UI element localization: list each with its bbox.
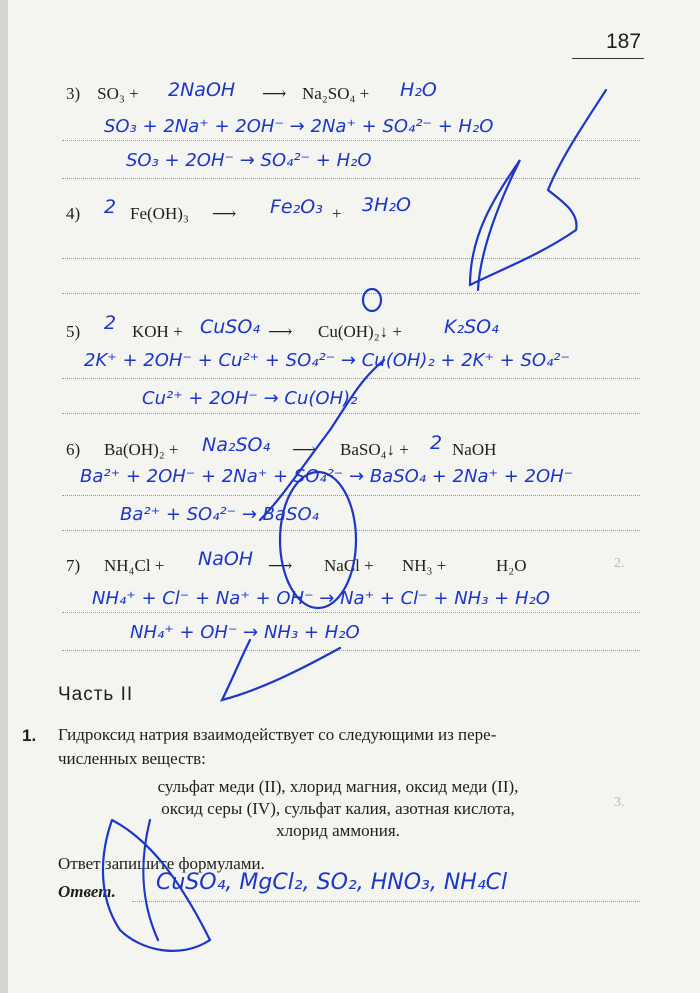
substance-line: хлорид аммония. xyxy=(276,821,400,840)
page-number: 187 xyxy=(606,30,642,53)
handwritten-reagent: CuSO₄ xyxy=(200,316,260,338)
handwritten-reagent: 2NaOH xyxy=(168,79,236,101)
page-number-rule xyxy=(572,58,644,59)
equation-4-number: 4) xyxy=(66,204,81,223)
ruled-line xyxy=(62,178,640,179)
ionic-short-equation: NH₄⁺ + OH⁻ → NH₃ + H₂O xyxy=(130,622,360,643)
ruled-line xyxy=(62,378,640,379)
substance-line: оксид серы (IV), сульфат калия, азотная кислота, xyxy=(161,799,515,818)
handwritten-coefficient: 2 xyxy=(104,312,117,334)
instruction: Ответ запишите формулами. xyxy=(58,854,265,873)
handwritten-coefficient: 2 xyxy=(430,432,443,454)
handwritten-product: Fe₂O₃ xyxy=(270,196,323,218)
reactant: NH₄Cl + xyxy=(104,556,165,575)
ruled-line xyxy=(62,258,640,259)
task-text xyxy=(58,723,648,771)
section-title: Часть II xyxy=(58,684,134,705)
product: Cu(OH)₂↓ + xyxy=(318,322,402,341)
ionic-full-equation: 2K⁺ + 2OH⁻ + Cu²⁺ + SO₄²⁻ → Cu(OH)₂ + 2K⁺ + SO₄²⁻ xyxy=(84,350,571,371)
arrow: ⟶ xyxy=(212,204,237,223)
substance-list xyxy=(98,776,578,842)
equation-5-number: 5) xyxy=(66,322,81,341)
ruled-line xyxy=(62,293,640,294)
ruled-line xyxy=(62,495,640,496)
equation-number: 3) xyxy=(66,84,81,103)
ruled-line xyxy=(62,612,640,613)
task-text-line: Гидроксид натрия взаимодействует со следующими из пере- xyxy=(58,725,497,744)
scribble-stroke xyxy=(222,640,340,700)
handwritten-reagent: Na₂SO₄ xyxy=(202,434,271,456)
handwritten-product: K₂SO₄ xyxy=(444,316,499,338)
reactant: SO₃ + xyxy=(97,84,139,103)
substance-line: сульфат меди (II), хлорид магния, оксид меди (II), xyxy=(157,777,519,796)
handwritten-reagent: NaOH xyxy=(198,548,254,570)
arrow: ⟶ xyxy=(262,84,287,103)
ionic-short-equation: SO₃ + 2OH⁻ → SO₄²⁻ + H₂O xyxy=(126,150,372,171)
handwritten-coefficient: 2 xyxy=(104,196,117,218)
ionic-full-equation: Ba²⁺ + 2OH⁻ + 2Na⁺ + SO₄²⁻ → BaSO₄ + 2Na⁺ + 2OH⁻ xyxy=(80,466,574,487)
scribble-stroke xyxy=(470,160,520,290)
ionic-full-equation: NH₄⁺ + Cl⁻ + Na⁺ + OH⁻ → Na⁺ + Cl⁻ + NH₃ + H₂O xyxy=(92,588,550,609)
page-edge-shadow xyxy=(0,0,8,993)
task-text-line: численных веществ: xyxy=(58,749,206,768)
bleed-number-3: 3. xyxy=(614,795,625,810)
product: NaCl + xyxy=(324,556,374,575)
handwritten-product: H₂O xyxy=(400,79,437,101)
product: Na₂SO₄ + xyxy=(302,84,370,103)
ruled-line xyxy=(62,530,640,531)
ruled-line xyxy=(62,140,640,141)
reactant: KOH + xyxy=(132,322,183,341)
equation-7-number: 7) xyxy=(66,556,81,575)
answer-label: Ответ. xyxy=(58,882,116,901)
ruled-line xyxy=(62,413,640,414)
answer-line xyxy=(132,901,640,902)
equation-6-number: 6) xyxy=(66,440,81,459)
bleed-number-2: 2. xyxy=(614,556,625,571)
product: BaSO₄↓ + xyxy=(340,440,409,459)
arrow: ⟶ xyxy=(268,322,293,341)
ionic-short-equation: Ba²⁺ + SO₄²⁻ → BaSO₄ xyxy=(120,504,319,525)
task-number: 1. xyxy=(22,726,37,745)
arrow: ⟶ xyxy=(268,556,293,575)
ionic-short-equation: Cu²⁺ + 2OH⁻ → Cu(OH)₂ xyxy=(142,388,358,409)
reactant: Ba(OH)₂ + xyxy=(104,440,179,459)
handwritten-answer: CuSO₄, MgCl₂, SO₂, HNO₃, NH₄Cl xyxy=(156,870,508,895)
ionic-full-equation: SO₃ + 2Na⁺ + 2OH⁻ → 2Na⁺ + SO₄²⁻ + H₂O xyxy=(104,116,494,137)
handwritten-product: 3H₂O xyxy=(362,194,411,216)
product: NaOH xyxy=(452,440,497,459)
plus: + xyxy=(332,204,342,223)
arrow: ⟶ xyxy=(292,440,317,459)
product: NH₃ + xyxy=(402,556,447,575)
product: H₂O xyxy=(496,556,527,575)
reactant: Fe(OH)₃ xyxy=(130,204,189,223)
ruled-line xyxy=(62,650,640,651)
equation-3 xyxy=(66,84,139,104)
